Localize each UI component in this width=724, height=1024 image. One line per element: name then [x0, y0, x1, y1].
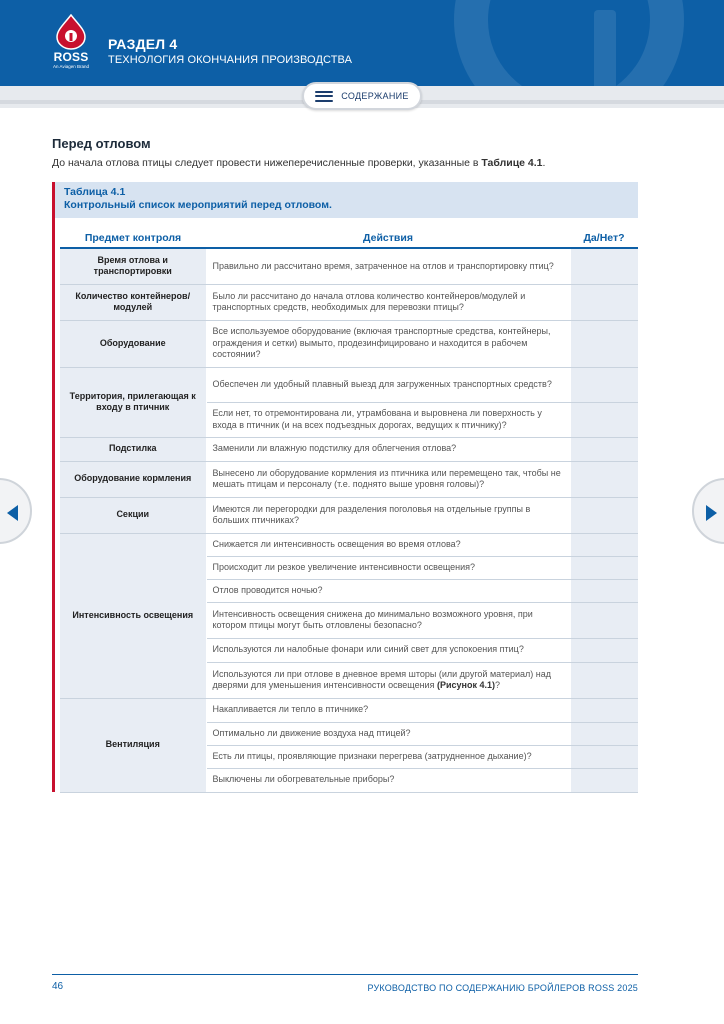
intro-end: .	[542, 157, 546, 169]
table-row	[60, 284, 638, 320]
action-cell	[206, 662, 570, 698]
column-header-actions: Действия	[206, 228, 570, 248]
subject-cell: Время отлова и транспортировки	[60, 248, 206, 284]
table-row	[60, 533, 638, 556]
action-cell: Происходит ли резкое увеличение интенсивности освещения?	[206, 556, 570, 579]
action-text: Используются ли при отлове в дневное время шторы (или другой материал) над дверями для уменьшения интенсивности освещения	[212, 668, 551, 690]
intro-paragraph	[52, 157, 545, 169]
footer-title: РУКОВОДСТВО ПО СОДЕРЖАНИЮ БРОЙЛЕРОВ ROSS 2025	[367, 983, 638, 993]
subject-cell: Вентиляция	[60, 698, 206, 792]
action-cell: Правильно ли рассчитано время, затраченное на отлов и транспортировку птиц?	[206, 248, 570, 284]
yes-no-checkbox[interactable]	[570, 367, 638, 402]
action-cell: Используются ли налобные фонари или синий свет для успокоения птиц?	[206, 638, 570, 662]
action-cell: Выключены ли обогревательные приборы?	[206, 768, 570, 792]
table-row	[60, 248, 638, 284]
column-header-yes-no: Да/Нет?	[570, 228, 638, 248]
section-title: ТЕХНОЛОГИЯ ОКОНЧАНИЯ ПРОИЗВОДСТВА	[108, 54, 353, 66]
arrow-right-icon	[706, 505, 717, 521]
checklist-table	[60, 228, 638, 793]
drop-icon	[55, 14, 87, 50]
footer-divider	[52, 974, 638, 975]
column-header-subject: Предмет контроля	[60, 228, 206, 248]
contents-button[interactable]	[302, 82, 422, 110]
action-cell: Интенсивность освещения снижена до минимально возможного уровня, при котором птицы могут быть отловлены безопасно?	[206, 602, 570, 638]
action-cell: Отлов проводится ночью?	[206, 579, 570, 602]
action-text-end: ?	[494, 680, 500, 690]
yes-no-checkbox[interactable]	[570, 497, 638, 533]
ross-logo[interactable]	[48, 14, 94, 72]
table-row	[60, 367, 638, 402]
page-number: 46	[52, 981, 64, 992]
action-cell: Имеются ли перегородки для разделения поголовья на отдельные группы в больших птичниках?	[206, 497, 570, 533]
table-accent-bar	[52, 182, 55, 792]
action-cell: Накапливается ли тепло в птичнике?	[206, 698, 570, 722]
arrow-left-icon	[7, 505, 18, 521]
action-cell: Снижается ли интенсивность освещения во время отлова?	[206, 533, 570, 556]
yes-no-checkbox[interactable]	[570, 722, 638, 745]
previous-page-button[interactable]	[0, 478, 32, 544]
table-row	[60, 320, 638, 367]
subject-cell: Оборудование	[60, 320, 206, 367]
menu-icon	[315, 91, 333, 102]
yes-no-checkbox[interactable]	[570, 768, 638, 792]
logo-subtext: An Aviagen Brand	[53, 64, 89, 69]
yes-no-checkbox[interactable]	[570, 662, 638, 698]
next-page-button[interactable]	[692, 478, 724, 544]
yes-no-checkbox[interactable]	[570, 602, 638, 638]
yes-no-checkbox[interactable]	[570, 284, 638, 320]
yes-no-checkbox[interactable]	[570, 402, 638, 437]
table-title: Контрольный список мероприятий перед отловом.	[64, 199, 332, 211]
intro-text: До начала отлова птицы следует провести нижеперечисленные проверки, указанные в	[52, 157, 482, 169]
action-cell: Обеспечен ли удобный плавный выезд для загруженных транспортных средств?	[206, 367, 570, 402]
page-heading: Перед отловом	[52, 136, 151, 151]
yes-no-checkbox[interactable]	[570, 638, 638, 662]
table-number: Таблица 4.1	[64, 186, 126, 198]
figure-reference-link[interactable]: (Рисунок 4.1)	[436, 680, 495, 690]
decorative-bar	[594, 10, 616, 86]
subject-cell: Количество контейнеров/модулей	[60, 284, 206, 320]
yes-no-checkbox[interactable]	[570, 698, 638, 722]
action-cell: Заменили ли влажную подстилку для облегчения отлова?	[206, 437, 570, 461]
action-cell: Если нет, то отремонтирована ли, утрамбована и выровнена ли поверхность у входа в птичник (и на всех подъездных дорогах, ведущих к птичнику)?	[206, 402, 570, 437]
table-row	[60, 461, 638, 497]
table-row	[60, 437, 638, 461]
action-cell: Вынесено ли оборудование кормления из птичника или перемещено так, чтобы не мешать птицам и персоналу (т.е. поднято выше уровня головы)?	[206, 461, 570, 497]
yes-no-checkbox[interactable]	[570, 556, 638, 579]
action-cell: Оптимально ли движение воздуха над птицей?	[206, 722, 570, 745]
logo-text: ROSS	[53, 50, 89, 64]
table-row	[60, 497, 638, 533]
subject-cell: Секции	[60, 497, 206, 533]
yes-no-checkbox[interactable]	[570, 461, 638, 497]
section-number: РАЗДЕЛ 4	[108, 36, 178, 52]
table-reference-link[interactable]: Таблице 4.1	[481, 157, 543, 169]
table-caption	[55, 182, 638, 218]
subject-cell: Оборудование кормления	[60, 461, 206, 497]
subject-cell: Интенсивность освещения	[60, 533, 206, 698]
yes-no-checkbox[interactable]	[570, 320, 638, 367]
yes-no-checkbox[interactable]	[570, 579, 638, 602]
yes-no-checkbox[interactable]	[570, 437, 638, 461]
action-cell: Было ли рассчитано до начала отлова количество контейнеров/модулей и транспортных средств, необходимых для перевозки птицы?	[206, 284, 570, 320]
subject-cell: Подстилка	[60, 437, 206, 461]
table-header-row	[60, 228, 638, 248]
yes-no-checkbox[interactable]	[570, 745, 638, 768]
table-row	[60, 698, 638, 722]
action-cell: Есть ли птицы, проявляющие признаки перегрева (затрудненное дыхание)?	[206, 745, 570, 768]
section-header	[0, 0, 724, 86]
decorative-ring	[454, 0, 684, 86]
yes-no-checkbox[interactable]	[570, 248, 638, 284]
yes-no-checkbox[interactable]	[570, 533, 638, 556]
contents-button-label: СОДЕРЖАНИЕ	[341, 91, 409, 101]
subject-cell: Территория, прилегающая к входу в птичник	[60, 367, 206, 437]
action-cell: Все используемое оборудование (включая транспортные средства, контейнеры, ограждения и сетки) вымыто, продезинфицировано и находится в рабочем состоянии?	[206, 320, 570, 367]
